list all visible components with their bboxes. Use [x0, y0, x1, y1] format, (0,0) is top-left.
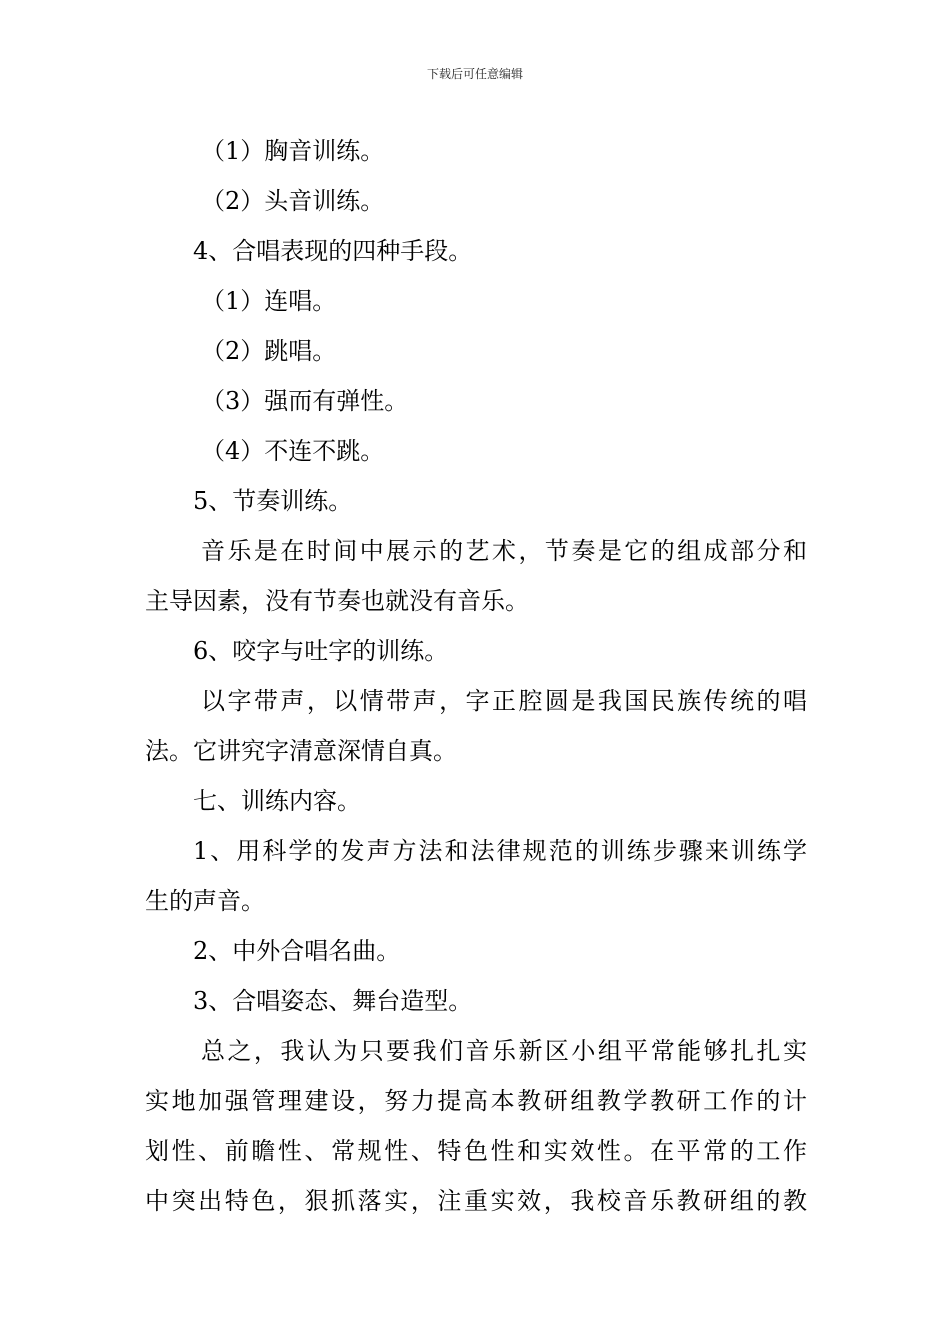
text-line: 主导因素，没有节奏也就没有音乐。	[145, 587, 529, 615]
document-body	[145, 126, 807, 1226]
text-line: 音乐是在时间中展示的艺术，节奏是它的组成部分和	[201, 537, 807, 565]
text-line: 总之，我认为只要我们音乐新区小组平常能够扎扎实	[201, 1037, 807, 1065]
text-line: （2）头音训练。	[201, 187, 385, 215]
text-line: 以字带声，以情带声，字正腔圆是我国民族传统的唱	[201, 687, 807, 715]
text-line: 5、节奏训练。	[193, 487, 353, 515]
text-line: 生的声音。	[145, 887, 265, 915]
text-line: 划性、前瞻性、常规性、特色性和实效性。在平常的工作	[145, 1137, 807, 1165]
text-line: （3）强而有弹性。	[201, 387, 409, 415]
page-header: 下载后可任意编辑	[426, 67, 523, 81]
text-line: （4）不连不跳。	[201, 437, 385, 465]
text-line: 中突出特色，狠抓落实，注重实效，我校音乐教研组的教	[145, 1187, 807, 1215]
text-line: 2、中外合唱名曲。	[193, 937, 401, 965]
text-line: （1）连唱。	[201, 287, 337, 315]
text-line: 七、训练内容。	[193, 787, 361, 815]
text-line: 实地加强管理建设，努力提高本教研组教学教研工作的计	[145, 1087, 807, 1115]
text-line: 4、合唱表现的四种手段。	[193, 237, 473, 265]
text-line: 1、用科学的发声方法和法律规范的训练步骤来训练学	[193, 837, 807, 865]
text-line: （1）胸音训练。	[201, 137, 385, 165]
text-line: 法。它讲究字清意深情自真。	[145, 737, 457, 765]
text-line: （2）跳唱。	[201, 337, 337, 365]
text-line: 6、咬字与吐字的训练。	[193, 637, 449, 665]
text-line: 3、合唱姿态、舞台造型。	[193, 987, 473, 1015]
